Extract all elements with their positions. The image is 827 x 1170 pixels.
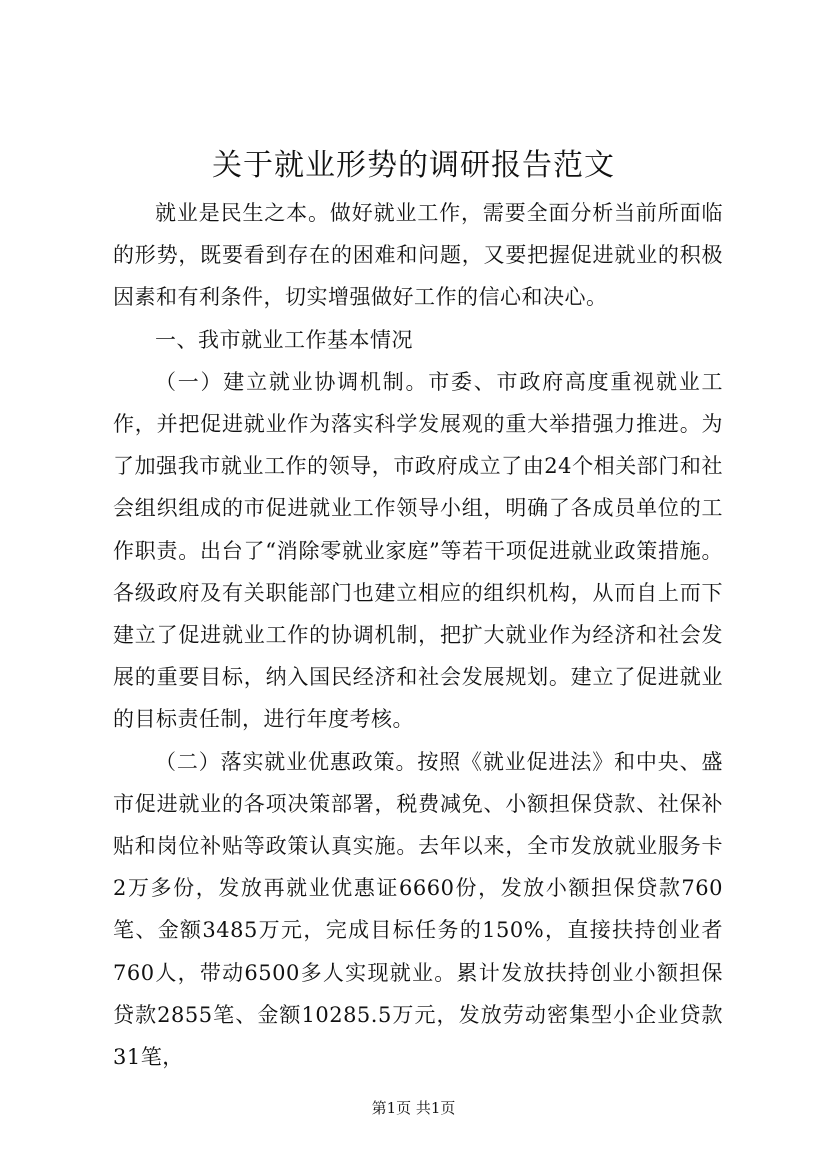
page-footer: 第1页 共1页 bbox=[371, 1099, 456, 1117]
section-heading: 一、我市就业工作基本情况 bbox=[155, 327, 413, 352]
paragraph-coordination: （一）建立就业协调机制。市委、市政府高度重视就业工作，并把促进就业作为落实科学发展观的重大举措强力推进。为了加强我市就业工作的领导，市政府成立了由24个相关部门和社会组织组成的市促进就业工作领导小组，明确了各成员单位的工作职责。出台了“消除零就业家庭”等若干项促进就业政策措施。各级政府及有关职能部门也建立相应的组织机构，从而自上而下建立了促进就业工作的协调机制，把扩大就业作为经济和社会发展的重要目标，纳入国民经济和社会发展规划。建立了促进就业的目标责任制，进行年度考核。 bbox=[113, 369, 723, 732]
paragraph-policy: （二）落实就业优惠政策。按照《就业促进法》和中央、盛市促进就业的各项决策部署，税费减免、小额担保贷款、社保补贴和岗位补贴等政策认真实施。去年以来，全市发放就业服务卡2万多份，发放再就业优惠证6660份，发放小额担保贷款760笔、金额3485万元，完成目标任务的150%，直接扶持创业者760人，带动6500多人实现就业。累计发放扶持创业小额担保贷款2855笔、金额10285.5万元，发放劳动密集型小企业贷款31笔， bbox=[113, 749, 723, 1070]
document-title: 关于就业形势的调研报告范文 bbox=[212, 148, 615, 183]
paragraph-intro: 就业是民生之本。做好就业工作，需要全面分析当前所面临的形势，既要看到存在的困难和问题，又要把握促进就业的积极因素和有利条件，切实增强做好工作的信心和决心。 bbox=[113, 201, 723, 310]
document-body bbox=[113, 192, 723, 1078]
